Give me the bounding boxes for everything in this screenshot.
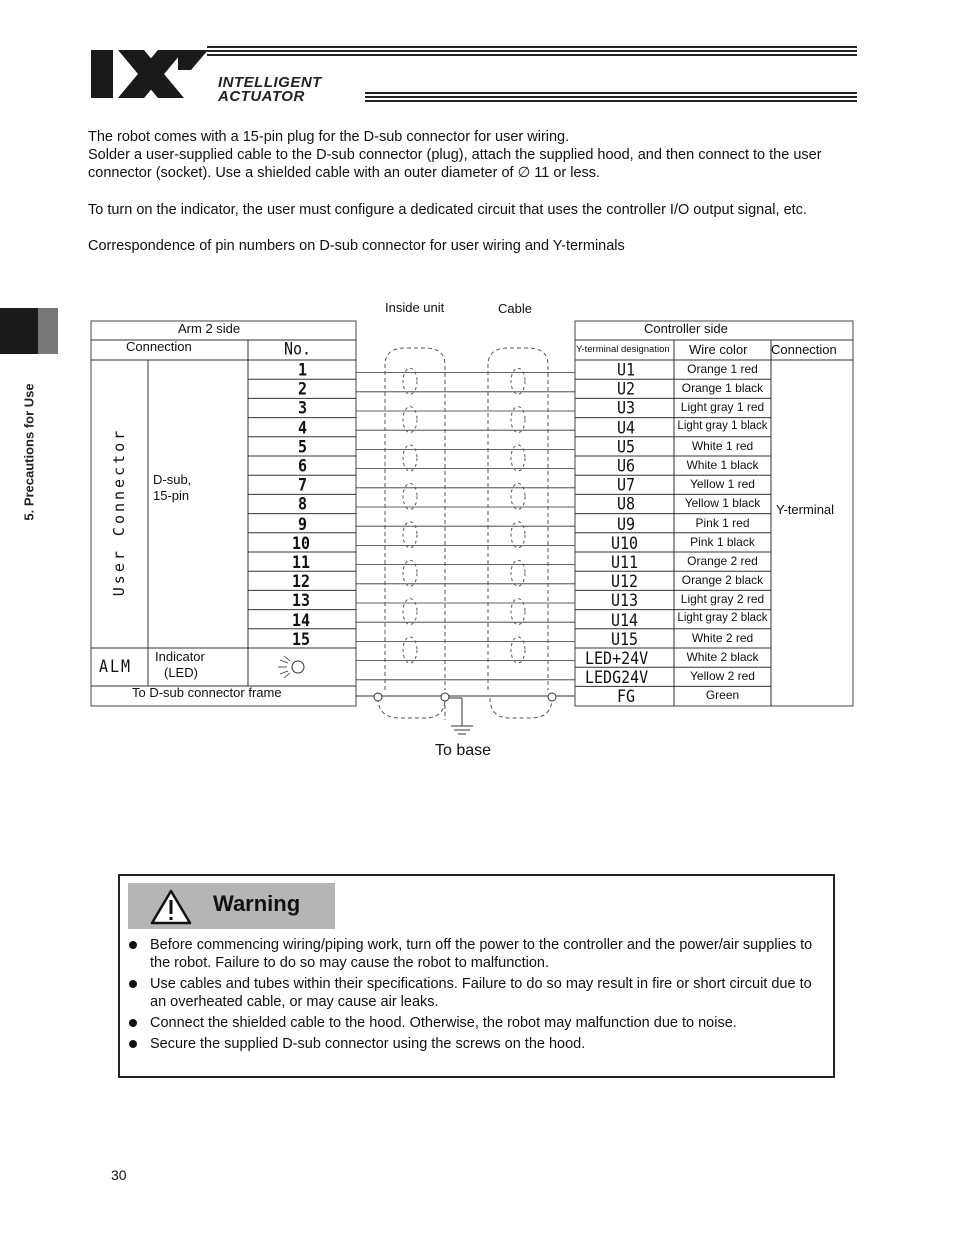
terminal-designation: U3: [617, 398, 636, 419]
page-number: 30: [111, 1167, 127, 1183]
twisted-pair-mark: [511, 407, 525, 433]
terminal-designation: U4: [617, 417, 636, 438]
terminal-designation: LED+24V: [585, 647, 649, 669]
twisted-pair-mark: [403, 407, 417, 433]
pin-number: 6: [298, 455, 308, 477]
led-ray-icon: [280, 671, 288, 674]
wire-color: Green: [705, 688, 740, 703]
bullet-dot: [129, 1040, 137, 1048]
led-icon: [292, 661, 304, 673]
pin-number: 4: [298, 417, 308, 438]
pin-number: 9: [298, 513, 308, 534]
inside-unit-label: Inside unit: [385, 300, 445, 315]
terminal-connection-point: [441, 693, 449, 701]
wire-color: Yellow 1 red: [690, 477, 755, 492]
wire-color: White 2 black: [686, 650, 759, 664]
logo-text-intelligent: INTELLIGENT: [218, 74, 322, 91]
led-ray-icon: [284, 673, 290, 678]
pin-number: 7: [298, 474, 308, 496]
wire-color: Pink 1 red: [695, 515, 750, 530]
warning-triangle-icon: [150, 889, 192, 925]
dsub-pins-label: 15-pin: [153, 488, 190, 503]
paragraph-solder: Solder a user-supplied cable to the D-sub connector (plug), attach the supplied hood, and then connect to the user connector (socket). Use a shielded cable with an outer diameter of ∅ 11 or less.: [88, 147, 822, 181]
cable-label: Cable: [498, 301, 532, 316]
controller-side-label: Controller side: [644, 321, 728, 336]
connection-header-right: Connection: [771, 342, 837, 357]
to-base-label: To base: [435, 742, 492, 759]
terminal-designation: FG: [617, 686, 636, 707]
shield-drain-path: [378, 698, 552, 720]
led-ray-icon: [284, 656, 290, 661]
wire-color: Orange 2 black: [681, 573, 764, 588]
terminal-designation: U13: [611, 590, 639, 611]
terminal-designation: U1: [617, 359, 636, 381]
bullet-dot: [129, 980, 137, 988]
wire-color: Orange 1 black: [681, 381, 764, 396]
terminal-designation: U12: [611, 570, 639, 592]
twisted-pair-mark: [403, 483, 417, 509]
y-terminal-label: Y-terminal: [776, 502, 835, 517]
pin-number: 15: [292, 628, 311, 650]
terminal-connection-point: [548, 693, 556, 701]
indicator-label: Indicator: [155, 649, 205, 664]
wire-color: White 2 red: [691, 630, 754, 645]
alm-label: ALM: [99, 655, 133, 677]
twisted-pair-mark: [403, 637, 417, 663]
terminal-designation: U2: [617, 378, 636, 400]
twisted-pair-mark: [511, 483, 525, 509]
wire-color: Yellow 1 black: [684, 496, 761, 511]
twisted-pair-mark: [511, 637, 525, 663]
terminal-designation: U9: [617, 513, 636, 534]
bullet-dot: [129, 941, 137, 949]
pin-number: 10: [292, 532, 311, 554]
terminal-designation: U14: [611, 609, 639, 630]
twisted-pair-mark: [511, 560, 525, 586]
twisted-pair-mark: [511, 599, 525, 625]
twisted-pair-mark: [511, 445, 525, 471]
wire-color: Pink 1 black: [690, 534, 755, 549]
warning-item-3: Connect the shielded cable to the hood. Otherwise, the robot may malfunction due to noise.: [150, 1015, 737, 1031]
wire-color: Yellow 2 red: [690, 669, 755, 684]
wire-color-header: Wire color: [689, 342, 748, 357]
y-terminal-designation-header: Y-terminal designation: [576, 344, 670, 355]
arm2-side-label: Arm 2 side: [178, 321, 241, 336]
terminal-designation: U7: [617, 474, 636, 496]
terminal-designation: U5: [617, 436, 636, 458]
wire-color: Light gray 1 red: [680, 400, 765, 415]
terminal-designation: LEDG24V: [585, 666, 649, 688]
twisted-pair-mark: [403, 368, 417, 394]
twisted-pair-mark: [403, 599, 417, 625]
wire-color: Orange 2 red: [687, 554, 758, 568]
terminal-designation: U15: [611, 628, 639, 650]
pin-number: 14: [292, 609, 311, 630]
wire-color: Orange 1 red: [687, 362, 758, 376]
bullet-dot: [129, 1019, 137, 1027]
twisted-pair-mark: [511, 522, 525, 548]
inside-unit-sheath: [385, 348, 445, 690]
paragraph-plug: The robot comes with a 15-pin plug for the D-sub connector for user wiring.: [88, 129, 570, 145]
wire-color: White 1 red: [691, 438, 754, 453]
warning-item-1: Before commencing wiring/piping work, turn off the power to the controller and the power/air supplies to the robot. Failure to do so may cause the robot to malfunction.: [150, 937, 813, 971]
twisted-pair-mark: [511, 368, 525, 394]
terminal-connection-point: [374, 693, 382, 701]
terminal-designation: U11: [611, 551, 639, 573]
paragraph-correspondence: Correspondence of pin numbers on D-sub connector for user wiring and Y-terminals: [88, 238, 625, 254]
dsub-label: D-sub,: [153, 472, 192, 487]
terminal-designation: U10: [611, 532, 639, 554]
warning-item-4: Secure the supplied D-sub connector using the screws on the hood.: [150, 1036, 586, 1052]
paragraph-indicator: To turn on the indicator, the user must configure a dedicated circuit that uses the controller I/O output signal, etc.: [88, 202, 807, 218]
terminal-designation: U6: [617, 455, 636, 477]
warning-item-2: Use cables and tubes within their specifications. Failure to do so may result in fire or short circuit due to an overheated cable, or may cause air leaks.: [150, 976, 812, 1010]
warning-title: Warning: [213, 891, 301, 916]
wire-color: Light gray 2 black: [677, 611, 768, 624]
pin-number: 3: [298, 398, 308, 419]
logo-text-actuator: ACTUATOR: [218, 88, 305, 105]
wire-color: White 1 black: [686, 458, 759, 472]
pin-number: 8: [298, 494, 308, 515]
section-label: 5. Precautions for Use: [21, 383, 37, 521]
pin-number: 1: [298, 359, 308, 381]
connection-label-left: Connection: [126, 339, 192, 354]
twisted-pair-mark: [403, 522, 417, 548]
pin-number-header: No.: [284, 338, 312, 360]
user-connector-label: User Connector: [110, 427, 128, 597]
pin-number: 2: [298, 378, 308, 400]
led-ray-icon: [280, 660, 288, 663]
twisted-pair-mark: [403, 445, 417, 471]
terminal-designation: U8: [617, 494, 636, 515]
dsub-frame-label: To D-sub connector frame: [132, 685, 282, 700]
pin-number: 5: [298, 436, 308, 458]
twisted-pair-mark: [403, 560, 417, 586]
wire-color: Light gray 1 black: [677, 419, 768, 432]
wire-color: Light gray 2 red: [680, 592, 765, 607]
indicator-led-label: (LED): [164, 665, 198, 680]
pin-number: 13: [292, 590, 311, 611]
cable-sheath: [488, 348, 548, 690]
pin-number: 12: [292, 570, 311, 592]
pin-number: 11: [292, 551, 311, 573]
